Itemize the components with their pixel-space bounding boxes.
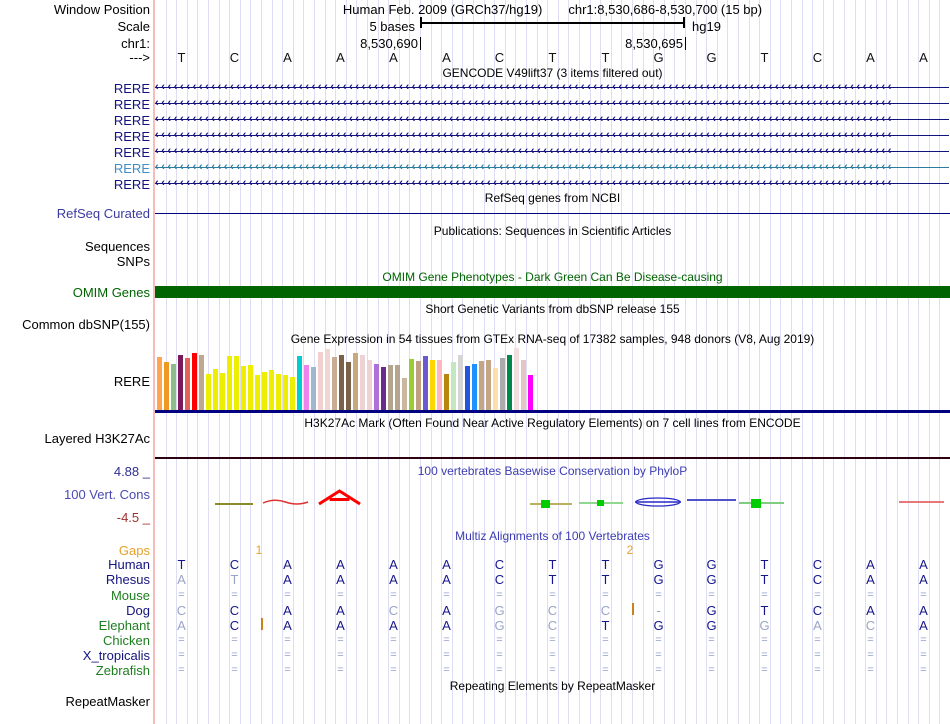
alignment-base: = — [867, 649, 874, 661]
gap-marker: 1 — [255, 543, 263, 557]
publications-title: Publications: Sequences in Scientific Articles — [433, 224, 672, 238]
alignment-base: T — [601, 557, 610, 572]
coordinate-left-tick — [420, 37, 421, 50]
gencode-gene-label[interactable]: RERE — [113, 177, 150, 192]
multiz-title: Multiz Alignments of 100 Vertebrates — [455, 529, 650, 543]
gaps-label[interactable]: Gaps — [118, 543, 150, 558]
alignment-base: = — [867, 634, 874, 646]
sequence-base: T — [177, 50, 186, 65]
refseq-curated-gene-line[interactable] — [155, 213, 950, 214]
alignment-base: = — [390, 649, 397, 661]
alignment-base: = — [284, 664, 291, 676]
alignment-base: = — [814, 589, 821, 601]
alignment-base: A — [919, 572, 928, 587]
alignment-base: = — [337, 634, 344, 646]
alignment-base: A — [442, 603, 451, 618]
gencode-gene-label[interactable]: RERE — [113, 97, 150, 112]
alignment-base: C — [547, 618, 558, 633]
alignment-base: = — [761, 589, 768, 601]
alignment-base: C — [229, 618, 240, 633]
alignment-base: T — [760, 572, 769, 587]
coordinate-right: 8,530,695 — [625, 36, 683, 51]
h3k27ac-track-line[interactable] — [155, 457, 950, 459]
assembly-title: Human Feb. 2009 (GRCh37/hg19) — [342, 2, 543, 17]
conservation-square — [541, 500, 550, 508]
genome-label: hg19 — [692, 19, 721, 34]
species-label-x_tropicalis[interactable]: X_tropicalis — [82, 648, 150, 663]
alignment-base: = — [708, 634, 715, 646]
alignment-base: C — [812, 572, 823, 587]
alignment-base: = — [178, 649, 185, 661]
gtex-tissue-bar — [199, 355, 204, 410]
alignment-base: C — [600, 603, 611, 618]
scale-bar — [420, 22, 685, 24]
alignment-base: C — [494, 557, 505, 572]
repeatmasker-label[interactable]: RepeatMasker — [65, 694, 150, 709]
alignment-base: = — [761, 634, 768, 646]
gencode-gene-label[interactable]: RERE — [113, 145, 150, 160]
sequence-base: A — [389, 50, 398, 65]
gencode-gene-label[interactable]: RERE — [113, 113, 150, 128]
gtex-tissue-bar — [374, 364, 379, 410]
alignment-base: G — [706, 572, 717, 587]
scale-bar-left-tick — [420, 17, 422, 28]
alignment-base: A — [919, 603, 928, 618]
gtex-tissue-bar — [360, 355, 365, 410]
gtex-tissue-bar — [395, 365, 400, 410]
gtex-tissue-bar — [423, 356, 428, 410]
alignment-base: G — [706, 557, 717, 572]
gtex-tissue-bar — [304, 365, 309, 410]
alignment-base: C — [812, 603, 823, 618]
alignment-base: = — [443, 589, 450, 601]
gencode-transcript-row[interactable] — [155, 128, 949, 144]
alignment-base: = — [178, 589, 185, 601]
gencode-transcript-row[interactable] — [155, 160, 949, 176]
omim-genes-label[interactable]: OMIM Genes — [72, 285, 150, 300]
gtex-tissue-bar — [325, 349, 330, 410]
window-position-label: Window Position — [53, 2, 150, 17]
alignment-base: = — [655, 649, 662, 661]
conservation-square — [597, 500, 604, 506]
conservation-label[interactable]: 100 Vert. Cons — [64, 487, 150, 502]
alignment-base: = — [390, 664, 397, 676]
h3k27ac-title: H3K27Ac Mark (Often Found Near Active Regulatory Elements) on 7 cell lines from ENCODE — [304, 416, 801, 430]
alignment-base: A — [866, 557, 875, 572]
scale-label: Scale — [117, 19, 150, 34]
h3k27ac-label[interactable]: Layered H3K27Ac — [44, 431, 150, 446]
alignment-base: A — [283, 618, 292, 633]
alignment-base: C — [388, 603, 399, 618]
alignment-base: T — [601, 572, 610, 587]
conservation-peak — [317, 489, 362, 506]
alignment-base: = — [337, 649, 344, 661]
alignment-base: = — [867, 589, 874, 601]
gtex-tissue-bar — [339, 355, 344, 410]
sequence-base: C — [494, 50, 505, 65]
gtex-tissue-bar — [164, 362, 169, 410]
alignment-base: T — [548, 557, 557, 572]
gtex-tissue-bar — [465, 366, 470, 410]
chrom-label: chr1: — [121, 36, 150, 51]
alignment-base: = — [655, 634, 662, 646]
sequence-base: A — [866, 50, 875, 65]
alignment-base: A — [919, 618, 928, 633]
alignment-base: A — [919, 557, 928, 572]
coordinate-right-tick — [685, 37, 686, 50]
alignment-base: = — [337, 589, 344, 601]
alignment-base: = — [496, 664, 503, 676]
alignment-base: A — [336, 618, 345, 633]
refseq-curated-label[interactable]: RefSeq Curated — [56, 206, 150, 221]
conservation-line — [739, 502, 784, 504]
alignment-base: = — [496, 634, 503, 646]
gtex-tissue-bar — [416, 361, 421, 410]
gtex-tissue-bar — [521, 360, 526, 410]
sequence-base: C — [229, 50, 240, 65]
gtex-title: Gene Expression in 54 tissues from GTEx RNA-seq of 17382 samples, 948 donors (V8, Aug 2019) — [290, 332, 815, 346]
alignment-base: T — [601, 618, 610, 633]
gtex-tissue-bar — [276, 374, 281, 410]
alignment-base: C — [547, 603, 558, 618]
alignment-base: = — [920, 634, 927, 646]
alignment-base: G — [706, 618, 717, 633]
gtex-tissue-bar — [241, 366, 246, 410]
alignment-base: = — [814, 664, 821, 676]
gtex-tissue-bar — [311, 367, 316, 410]
position-title: chr1:8,530,686-8,530,700 (15 bp) — [568, 2, 763, 17]
alignment-base: T — [177, 557, 186, 572]
alignment-base: C — [494, 572, 505, 587]
gtex-tissue-bar — [297, 356, 302, 410]
conservation-line — [215, 503, 253, 505]
alignment-base: = — [761, 649, 768, 661]
gtex-tissue-bar — [409, 359, 414, 410]
gtex-tissue-bar — [178, 355, 183, 410]
alignment-base: A — [283, 572, 292, 587]
alignment-base: = — [231, 589, 238, 601]
dbsnp-title: Short Genetic Variants from dbSNP release 155 — [425, 302, 680, 316]
alignment-base: A — [389, 618, 398, 633]
species-label-elephant[interactable]: Elephant — [98, 618, 150, 633]
gencode-transcript-row[interactable] — [155, 176, 949, 192]
gencode-transcript-row[interactable] — [155, 144, 949, 160]
transcript-arrows: ‹‹‹‹‹‹‹‹‹‹‹‹‹‹‹‹‹‹‹‹‹‹‹‹‹‹‹‹‹‹‹‹‹‹‹‹‹‹‹‹‹‹‹‹‹‹‹‹‹‹‹‹‹‹‹‹‹‹‹‹‹‹‹‹‹‹‹‹‹‹‹‹‹‹‹‹‹‹‹‹‹‹‹‹‹‹‹‹‹‹‹‹‹‹‹‹‹‹‹‹‹‹‹‹‹‹‹‹‹‹‹‹‹‹‹‹‹‹ — [155, 177, 895, 189]
species-label-rhesus[interactable]: Rhesus — [105, 572, 150, 587]
species-label-zebrafish[interactable]: Zebrafish — [95, 663, 150, 678]
gtex-tissue-bar — [381, 367, 386, 410]
gtex-tissue-bar — [157, 357, 162, 410]
snps-label[interactable]: SNPs — [116, 254, 150, 269]
alignment-base: G — [494, 618, 505, 633]
conservation-title: 100 vertebrates Basewise Conservation by PhyloP — [417, 464, 688, 478]
gtex-tissue-bar — [528, 375, 533, 410]
omim-gene-bar[interactable] — [155, 286, 950, 298]
gtex-tissue-bar — [493, 368, 498, 410]
gtex-tissue-bar — [248, 365, 253, 410]
alignment-base: A — [283, 557, 292, 572]
gtex-tissue-bar — [262, 372, 267, 410]
conservation-wave — [263, 498, 308, 505]
gtex-tissue-bar — [192, 353, 197, 410]
alignment-base: T — [230, 572, 239, 587]
sequence-base: A — [283, 50, 292, 65]
gtex-baseline — [155, 410, 950, 413]
alignment-base: = — [814, 649, 821, 661]
alignment-base: = — [284, 649, 291, 661]
alignment-base: = — [602, 634, 609, 646]
conservation-square — [751, 499, 761, 508]
transcript-arrows: ‹‹‹‹‹‹‹‹‹‹‹‹‹‹‹‹‹‹‹‹‹‹‹‹‹‹‹‹‹‹‹‹‹‹‹‹‹‹‹‹‹‹‹‹‹‹‹‹‹‹‹‹‹‹‹‹‹‹‹‹‹‹‹‹‹‹‹‹‹‹‹‹‹‹‹‹‹‹‹‹‹‹‹‹‹‹‹‹‹‹‹‹‹‹‹‹‹‹‹‹‹‹‹‹‹‹‹‹‹‹‹‹‹‹‹‹‹‹ — [155, 161, 895, 173]
alignment-base: G — [653, 618, 664, 633]
alignment-base: = — [443, 649, 450, 661]
alignment-base: = — [549, 649, 556, 661]
alignment-base: A — [389, 557, 398, 572]
transcript-arrows: ‹‹‹‹‹‹‹‹‹‹‹‹‹‹‹‹‹‹‹‹‹‹‹‹‹‹‹‹‹‹‹‹‹‹‹‹‹‹‹‹‹‹‹‹‹‹‹‹‹‹‹‹‹‹‹‹‹‹‹‹‹‹‹‹‹‹‹‹‹‹‹‹‹‹‹‹‹‹‹‹‹‹‹‹‹‹‹‹‹‹‹‹‹‹‹‹‹‹‹‹‹‹‹‹‹‹‹‹‹‹‹‹‹‹‹‹‹‹ — [155, 97, 895, 109]
alignment-base: A — [866, 603, 875, 618]
gencode-gene-label[interactable]: RERE — [113, 161, 150, 176]
alignment-base: = — [602, 589, 609, 601]
alignment-base: A — [177, 618, 186, 633]
alignment-base: A — [442, 557, 451, 572]
gtex-tissue-bar — [227, 356, 232, 410]
transcript-arrows: ‹‹‹‹‹‹‹‹‹‹‹‹‹‹‹‹‹‹‹‹‹‹‹‹‹‹‹‹‹‹‹‹‹‹‹‹‹‹‹‹‹‹‹‹‹‹‹‹‹‹‹‹‹‹‹‹‹‹‹‹‹‹‹‹‹‹‹‹‹‹‹‹‹‹‹‹‹‹‹‹‹‹‹‹‹‹‹‹‹‹‹‹‹‹‹‹‹‹‹‹‹‹‹‹‹‹‹‹‹‹‹‹‹‹‹‹‹‹ — [155, 145, 895, 157]
gtex-tissue-bar — [220, 373, 225, 410]
alignment-base: = — [443, 634, 450, 646]
sequence-base: G — [653, 50, 664, 65]
alignment-base: G — [653, 572, 664, 587]
alignment-base: A — [336, 603, 345, 618]
alignment-base: = — [814, 634, 821, 646]
gtex-tissue-bar — [402, 378, 407, 410]
alignment-base: = — [390, 589, 397, 601]
alignment-base: = — [920, 589, 927, 601]
alignment-base: = — [390, 634, 397, 646]
gtex-tissue-bar — [437, 360, 442, 410]
alignment-base: = — [708, 664, 715, 676]
gtex-tissue-bar — [388, 365, 393, 410]
alignment-base: A — [442, 618, 451, 633]
conservation-min-value: -4.5 _ — [116, 510, 150, 525]
alignment-base: - — [656, 603, 661, 618]
species-label-dog[interactable]: Dog — [126, 603, 150, 618]
repeatmasker-title: Repeating Elements by RepeatMasker — [449, 679, 656, 693]
alignment-base: = — [655, 589, 662, 601]
alignment-base: A — [283, 603, 292, 618]
gencode-transcript-row[interactable] — [155, 112, 949, 128]
sequence-base: G — [706, 50, 717, 65]
species-label-chicken[interactable]: Chicken — [103, 633, 150, 648]
gtex-tissue-bar — [458, 355, 463, 410]
alignment-base: = — [920, 649, 927, 661]
alignment-base: A — [866, 572, 875, 587]
alignment-base: = — [496, 649, 503, 661]
alignment-base: = — [602, 649, 609, 661]
gencode-title: GENCODE V49lift37 (3 items filtered out) — [442, 66, 663, 80]
gencode-gene-label[interactable]: RERE — [113, 129, 150, 144]
gtex-tissue-bar — [479, 361, 484, 410]
omim-title: OMIM Gene Phenotypes - Dark Green Can Be Disease-causing — [382, 270, 723, 284]
sequence-base: C — [812, 50, 823, 65]
gtex-tissue-bar — [290, 377, 295, 410]
gencode-transcript-row[interactable] — [155, 96, 949, 112]
sequence-base: T — [760, 50, 769, 65]
alignment-base: C — [865, 618, 876, 633]
alignment-base: = — [284, 634, 291, 646]
sequence-base: T — [601, 50, 610, 65]
gtex-tissue-bar — [500, 358, 505, 410]
alignment-base: = — [920, 664, 927, 676]
gtex-tissue-bar — [486, 360, 491, 410]
gtex-tissue-bar — [255, 375, 260, 410]
alignment-base: = — [337, 664, 344, 676]
gtex-tissue-bar — [318, 352, 323, 410]
alignment-base: = — [178, 634, 185, 646]
transcript-arrows: ‹‹‹‹‹‹‹‹‹‹‹‹‹‹‹‹‹‹‹‹‹‹‹‹‹‹‹‹‹‹‹‹‹‹‹‹‹‹‹‹‹‹‹‹‹‹‹‹‹‹‹‹‹‹‹‹‹‹‹‹‹‹‹‹‹‹‹‹‹‹‹‹‹‹‹‹‹‹‹‹‹‹‹‹‹‹‹‹‹‹‹‹‹‹‹‹‹‹‹‹‹‹‹‹‹‹‹‹‹‹‹‹‹‹‹‹‹‹ — [155, 113, 895, 125]
alignment-base: = — [549, 664, 556, 676]
alignment-base: = — [231, 649, 238, 661]
alignment-base: = — [602, 664, 609, 676]
gtex-tissue-bar — [171, 364, 176, 410]
alignment-base: C — [812, 557, 823, 572]
alignment-base: A — [442, 572, 451, 587]
transcript-arrows: ‹‹‹‹‹‹‹‹‹‹‹‹‹‹‹‹‹‹‹‹‹‹‹‹‹‹‹‹‹‹‹‹‹‹‹‹‹‹‹‹‹‹‹‹‹‹‹‹‹‹‹‹‹‹‹‹‹‹‹‹‹‹‹‹‹‹‹‹‹‹‹‹‹‹‹‹‹‹‹‹‹‹‹‹‹‹‹‹‹‹‹‹‹‹‹‹‹‹‹‹‹‹‹‹‹‹‹‹‹‹‹‹‹‹‹‹‹‹ — [155, 129, 895, 141]
coordinate-left: 8,530,690 — [360, 36, 418, 51]
scale-value: 5 bases — [369, 19, 415, 34]
scale-bar-right-tick — [683, 17, 685, 28]
sequences-label[interactable]: Sequences — [84, 239, 150, 254]
species-label-mouse[interactable]: Mouse — [110, 588, 150, 603]
gtex-tissue-bar — [451, 362, 456, 410]
gencode-gene-label[interactable]: RERE — [113, 81, 150, 96]
gap-marker: 2 — [626, 543, 634, 557]
gtex-tissue-bar — [213, 369, 218, 410]
species-label-human[interactable]: Human — [108, 557, 150, 572]
alignment-base: = — [655, 664, 662, 676]
alignment-base: T — [760, 603, 769, 618]
alignment-base: A — [177, 572, 186, 587]
conservation-oval — [634, 497, 682, 507]
alignment-base: A — [389, 572, 398, 587]
alignment-base: G — [706, 603, 717, 618]
gtex-tissue-bar — [332, 357, 337, 410]
conservation-line — [530, 503, 572, 505]
gtex-tissue-bar — [507, 355, 512, 410]
alignment-base: G — [653, 557, 664, 572]
alignment-base: G — [759, 618, 770, 633]
alignment-base: = — [231, 664, 238, 676]
alignment-base: T — [548, 572, 557, 587]
conservation-line — [687, 499, 736, 501]
alignment-base: = — [496, 589, 503, 601]
refseq-title: RefSeq genes from NCBI — [484, 191, 621, 205]
alignment-base: = — [708, 589, 715, 601]
gtex-tissue-bar — [346, 362, 351, 410]
gtex-tissue-bar — [514, 348, 519, 410]
alignment-base: C — [176, 603, 187, 618]
alignment-base: = — [867, 664, 874, 676]
alignment-base: C — [229, 603, 240, 618]
alignment-base: G — [494, 603, 505, 618]
alignment-base: C — [229, 557, 240, 572]
strand-arrow-label[interactable]: ---> — [129, 50, 150, 65]
sequence-base: A — [442, 50, 451, 65]
gtex-tissue-bar — [472, 364, 477, 410]
alignment-base: T — [760, 557, 769, 572]
gap-insert-tick — [632, 603, 634, 615]
sequence-base: A — [919, 50, 928, 65]
alignment-base: = — [284, 589, 291, 601]
gtex-tissue-bar — [430, 360, 435, 410]
transcript-arrows: ‹‹‹‹‹‹‹‹‹‹‹‹‹‹‹‹‹‹‹‹‹‹‹‹‹‹‹‹‹‹‹‹‹‹‹‹‹‹‹‹‹‹‹‹‹‹‹‹‹‹‹‹‹‹‹‹‹‹‹‹‹‹‹‹‹‹‹‹‹‹‹‹‹‹‹‹‹‹‹‹‹‹‹‹‹‹‹‹‹‹‹‹‹‹‹‹‹‹‹‹‹‹‹‹‹‹‹‹‹‹‹‹‹‹‹‹‹‹ — [155, 81, 895, 93]
gap-insert-tick — [261, 618, 263, 630]
alignment-base: = — [178, 664, 185, 676]
alignment-base: A — [336, 557, 345, 572]
window-position-row — [155, 2, 950, 17]
gtex-tissue-bar — [185, 358, 190, 410]
gtex-tissue-bar — [444, 374, 449, 410]
gtex-tissue-bar — [206, 374, 211, 410]
gtex-tissue-bar — [283, 375, 288, 410]
gtex-gene-label[interactable]: RERE — [113, 374, 150, 389]
alignment-base: = — [443, 664, 450, 676]
gtex-tissue-bar — [234, 356, 239, 410]
sequence-base: A — [336, 50, 345, 65]
alignment-base: = — [761, 664, 768, 676]
sequence-base: T — [548, 50, 557, 65]
alignment-base: = — [549, 589, 556, 601]
dbsnp-label[interactable]: Common dbSNP(155) — [22, 317, 150, 332]
alignment-base: = — [708, 649, 715, 661]
alignment-base: A — [813, 618, 822, 633]
conservation-line — [899, 501, 944, 503]
alignment-base: A — [336, 572, 345, 587]
gtex-tissue-bar — [353, 353, 358, 410]
gtex-tissue-bar — [269, 370, 274, 410]
conservation-max-value: 4.88 _ — [113, 464, 150, 479]
alignment-base: = — [231, 634, 238, 646]
gtex-tissue-bar — [367, 360, 372, 410]
gencode-transcript-row[interactable] — [155, 80, 949, 96]
alignment-base: = — [549, 634, 556, 646]
